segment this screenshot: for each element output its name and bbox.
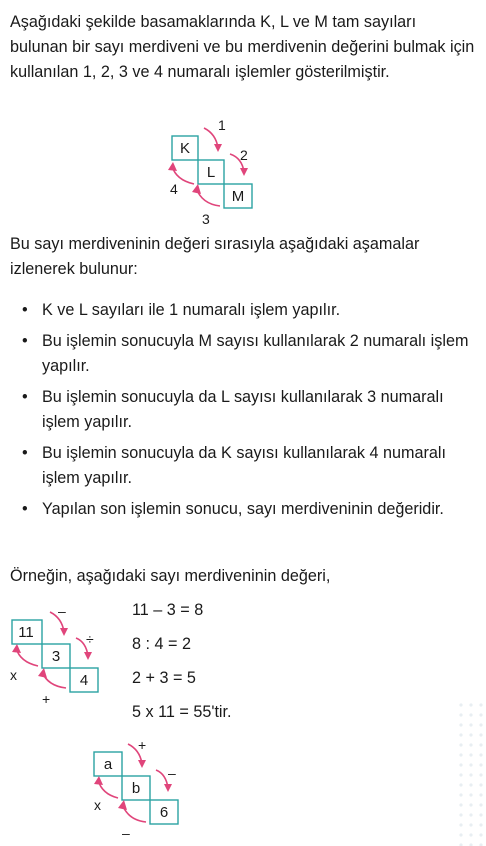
operation-arrow-4	[94, 776, 118, 813]
operation-arrow-1	[204, 117, 226, 152]
bullet-icon: •	[22, 444, 28, 462]
operation-label: x	[94, 797, 101, 813]
ladder-cell-label: b	[131, 780, 141, 797]
intro-paragraph: Aşağıdaki şekilde basamaklarında K, L ve M tam sayıları bulunan bir sayı merdiveni ve bu merdivenin değerini bulmak için kullanılan 1, 2, 3 ve 4 numaralı işlemler gösterilmiştir.	[10, 13, 475, 81]
ladder-cell-label: M	[231, 188, 245, 205]
bullet-icon: •	[22, 332, 28, 350]
operation-label: ÷	[86, 631, 94, 647]
bullet-icon: •	[22, 388, 28, 406]
operation-label: 1	[218, 117, 226, 133]
step-text: Bu işlemin sonucuyla M sayısı kullanılarak 2 numaralı işlem yapılır.	[42, 332, 469, 375]
bullet-icon: •	[22, 301, 28, 319]
decorative-dot-pattern	[456, 700, 486, 846]
ladder-cell-l	[198, 160, 224, 184]
operation-label: +	[138, 737, 147, 753]
list-item	[10, 385, 476, 435]
operation-arrow-3	[192, 184, 220, 227]
steps-list	[10, 298, 476, 528]
operation-arrow-1	[50, 603, 68, 636]
list-item	[10, 298, 476, 323]
operation-label: x	[10, 667, 17, 683]
ladder-cell-label: L	[206, 164, 216, 181]
list-item	[10, 497, 476, 522]
ladder-cell-label: a	[103, 756, 113, 773]
equation-line: 11 – 3 = 8	[132, 601, 204, 619]
ladder-cell-label: 3	[51, 648, 61, 665]
ladder-cell-label: 11	[18, 624, 34, 641]
equation-line: 8 : 4 = 2	[132, 635, 191, 653]
operation-arrow-4	[10, 644, 38, 683]
operation-label: –	[168, 765, 176, 781]
operation-label: 4	[170, 181, 178, 197]
step-text: K ve L sayıları ile 1 numaralı işlem yapılır.	[42, 301, 341, 319]
step-text: Bu işlemin sonucuyla da K sayısı kullanılarak 4 numaralı işlem yapılır.	[42, 444, 446, 487]
ladder-cell-a	[94, 752, 122, 776]
operation-label: –	[58, 603, 66, 619]
ladder-cell-b	[122, 776, 150, 800]
ladder-cell-third	[70, 668, 98, 692]
ladder-cell-second	[42, 644, 70, 668]
step-text: Bu işlemin sonucuyla da L sayısı kullanılarak 3 numaralı işlem yapılır.	[42, 388, 444, 431]
operation-arrow-3	[118, 800, 146, 841]
number-ladder-diagram-example	[4, 603, 114, 707]
bullet-icon: •	[22, 500, 28, 518]
number-ladder-diagram-question	[86, 738, 196, 842]
operation-arrow-4	[168, 162, 194, 197]
example-equations	[132, 600, 232, 736]
ladder-cell-first	[12, 620, 42, 644]
operation-label: +	[42, 691, 51, 707]
equation-line: 5 x 11 = 55'tir.	[132, 703, 232, 721]
operation-arrow-1	[128, 737, 146, 768]
operation-arrow-2	[156, 765, 176, 792]
ladder-cell-label: K	[179, 140, 191, 157]
ladder-cell-label: 4	[79, 672, 89, 689]
operation-arrow-2	[76, 631, 94, 660]
step-text: Yapılan son işlemin sonucu, sayı merdiveninin değeridir.	[42, 500, 444, 518]
equation-line: 2 + 3 = 5	[132, 669, 196, 687]
list-item	[10, 329, 476, 379]
operation-label: 2	[240, 147, 248, 163]
list-item	[10, 441, 476, 491]
process-intro-paragraph: Bu sayı merdiveninin değeri sırasıyla aşağıdaki aşamalar izlenerek bulunur:	[10, 235, 420, 278]
operation-arrow-3	[38, 668, 66, 707]
operation-label: 3	[202, 211, 210, 227]
operation-label: –	[122, 825, 130, 841]
number-ladder-diagram-klm	[160, 118, 270, 228]
ladder-cell-6	[150, 800, 178, 824]
example-intro-paragraph: Örneğin, aşağıdaki sayı merdiveninin değeri,	[10, 567, 331, 585]
ladder-cell-m	[224, 184, 252, 208]
ladder-cell-k	[172, 136, 198, 160]
ladder-cell-label: 6	[159, 804, 169, 821]
operation-arrow-2	[230, 147, 248, 176]
